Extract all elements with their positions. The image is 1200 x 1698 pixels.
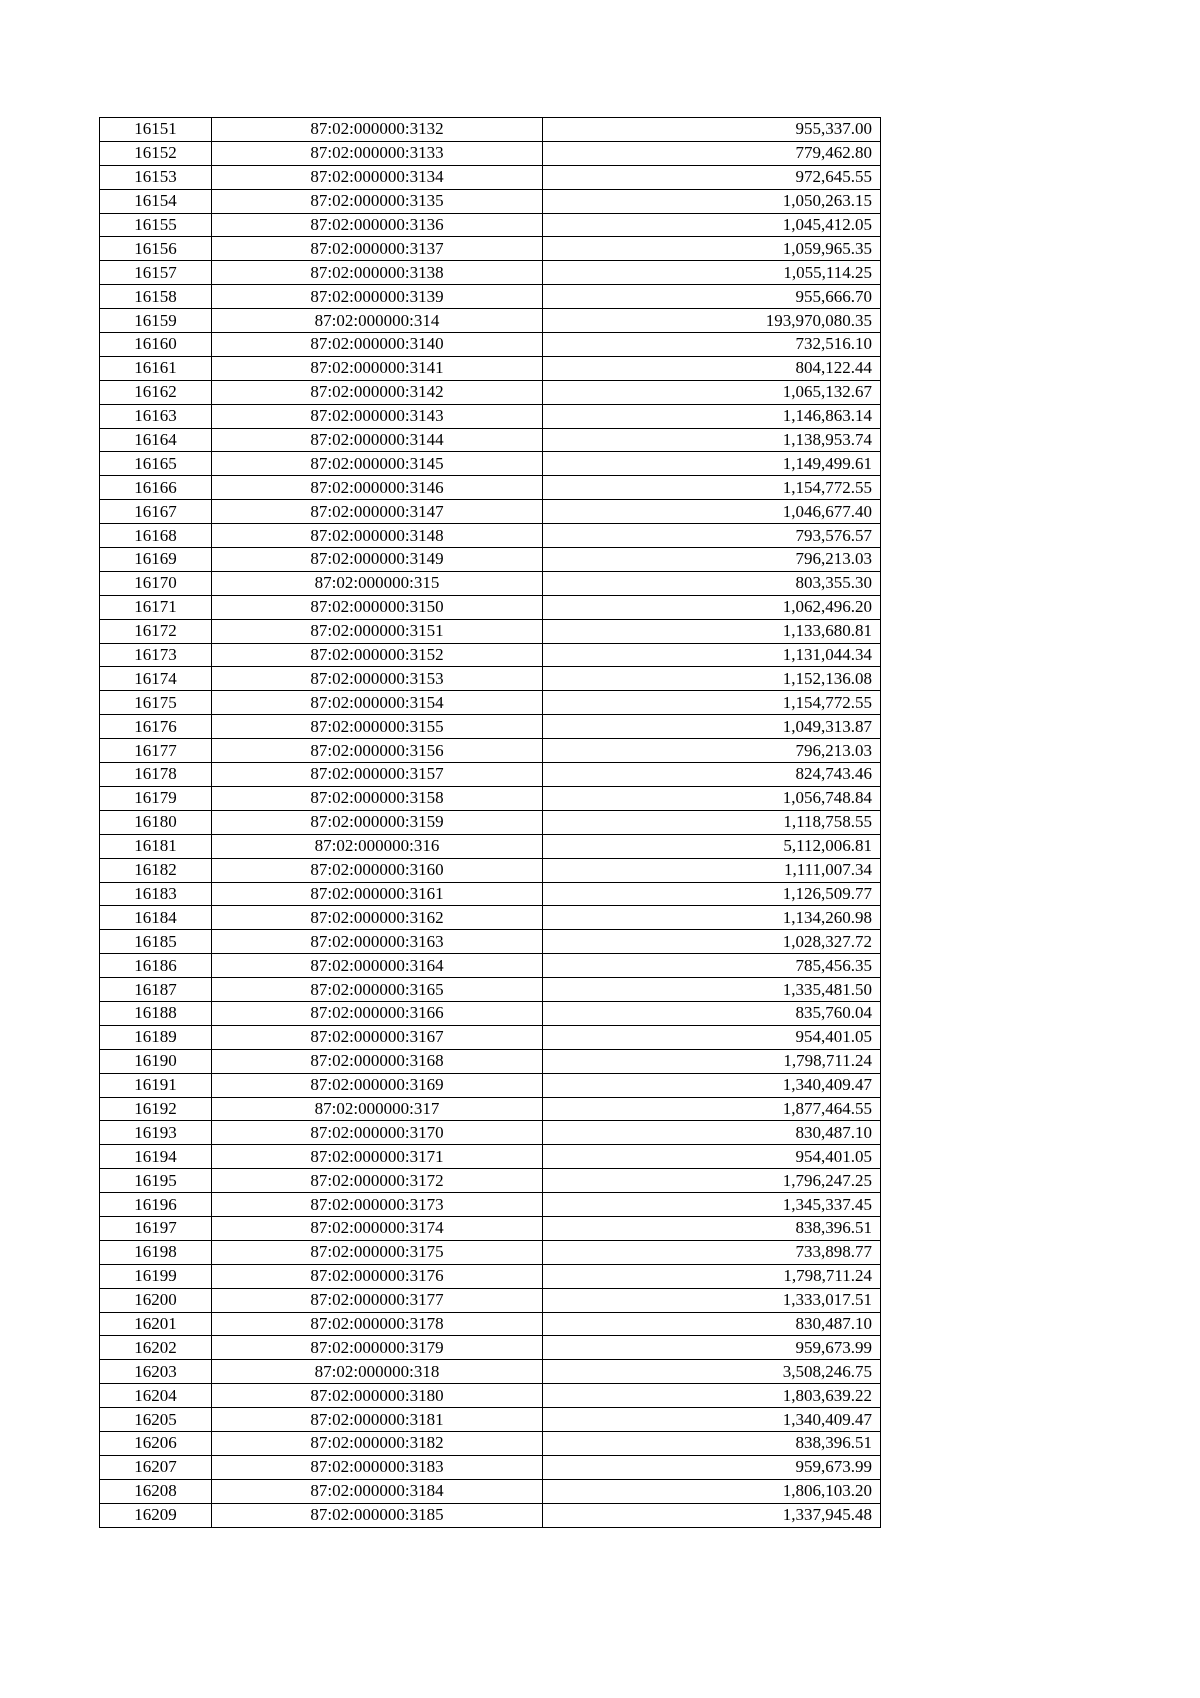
row-number-cell: 16161 <box>100 356 212 380</box>
table-row <box>100 1360 881 1384</box>
cadastral-number-cell: 87:02:000000:3155 <box>212 715 543 739</box>
cadastral-number-cell: 87:02:000000:3182 <box>212 1431 543 1455</box>
row-number-cell: 16164 <box>100 428 212 452</box>
value-cell: 1,340,409.47 <box>543 1073 881 1097</box>
value-cell: 1,055,114.25 <box>543 261 881 285</box>
value-cell: 1,131,044.34 <box>543 643 881 667</box>
row-number-cell: 16180 <box>100 810 212 834</box>
table-row <box>100 667 881 691</box>
table-row <box>100 858 881 882</box>
cadastral-number-cell: 87:02:000000:318 <box>212 1360 543 1384</box>
table-row <box>100 213 881 237</box>
cadastral-number-cell: 87:02:000000:3170 <box>212 1121 543 1145</box>
cadastral-number-cell: 87:02:000000:3167 <box>212 1025 543 1049</box>
cadastral-number-cell: 87:02:000000:3159 <box>212 810 543 834</box>
value-cell: 1,146,863.14 <box>543 404 881 428</box>
cadastral-number-cell: 87:02:000000:3133 <box>212 141 543 165</box>
table-row <box>100 1145 881 1169</box>
row-number-cell: 16174 <box>100 667 212 691</box>
table-row <box>100 619 881 643</box>
value-cell: 1,333,017.51 <box>543 1288 881 1312</box>
table-row <box>100 834 881 858</box>
row-number-cell: 16197 <box>100 1216 212 1240</box>
cadastral-number-cell: 87:02:000000:3178 <box>212 1312 543 1336</box>
cadastral-number-cell: 87:02:000000:3144 <box>212 428 543 452</box>
row-number-cell: 16205 <box>100 1408 212 1432</box>
table-row <box>100 1312 881 1336</box>
row-number-cell: 16202 <box>100 1336 212 1360</box>
table-row <box>100 261 881 285</box>
table-row <box>100 906 881 930</box>
row-number-cell: 16199 <box>100 1264 212 1288</box>
value-cell: 824,743.46 <box>543 763 881 787</box>
row-number-cell: 16189 <box>100 1025 212 1049</box>
table-row <box>100 595 881 619</box>
value-cell: 830,487.10 <box>543 1312 881 1336</box>
value-cell: 3,508,246.75 <box>543 1360 881 1384</box>
cadastral-number-cell: 87:02:000000:315 <box>212 571 543 595</box>
value-cell: 959,673.99 <box>543 1455 881 1479</box>
row-number-cell: 16168 <box>100 524 212 548</box>
value-cell: 1,134,260.98 <box>543 906 881 930</box>
table-row <box>100 1240 881 1264</box>
row-number-cell: 16198 <box>100 1240 212 1264</box>
value-cell: 830,487.10 <box>543 1121 881 1145</box>
cadastral-number-cell: 87:02:000000:3139 <box>212 285 543 309</box>
cadastral-number-cell: 87:02:000000:3153 <box>212 667 543 691</box>
row-number-cell: 16162 <box>100 380 212 404</box>
table-row <box>100 739 881 763</box>
row-number-cell: 16152 <box>100 141 212 165</box>
row-number-cell: 16167 <box>100 500 212 524</box>
row-number-cell: 16178 <box>100 763 212 787</box>
cadastral-number-cell: 87:02:000000:3180 <box>212 1384 543 1408</box>
value-cell: 1,111,007.34 <box>543 858 881 882</box>
value-cell: 779,462.80 <box>543 141 881 165</box>
table-row <box>100 571 881 595</box>
value-cell: 1,154,772.55 <box>543 691 881 715</box>
cadastral-number-cell: 87:02:000000:3176 <box>212 1264 543 1288</box>
table-row <box>100 1025 881 1049</box>
row-number-cell: 16201 <box>100 1312 212 1336</box>
row-number-cell: 16208 <box>100 1479 212 1503</box>
cadastral-number-cell: 87:02:000000:3158 <box>212 786 543 810</box>
table-row <box>100 643 881 667</box>
value-cell: 5,112,006.81 <box>543 834 881 858</box>
cadastral-number-cell: 87:02:000000:3168 <box>212 1049 543 1073</box>
row-number-cell: 16204 <box>100 1384 212 1408</box>
value-cell: 1,133,680.81 <box>543 619 881 643</box>
value-cell: 193,970,080.35 <box>543 309 881 333</box>
cadastral-number-cell: 87:02:000000:3164 <box>212 954 543 978</box>
row-number-cell: 16194 <box>100 1145 212 1169</box>
cadastral-number-cell: 87:02:000000:3177 <box>212 1288 543 1312</box>
row-number-cell: 16153 <box>100 165 212 189</box>
value-cell: 1,049,313.87 <box>543 715 881 739</box>
row-number-cell: 16193 <box>100 1121 212 1145</box>
table-row <box>100 930 881 954</box>
row-number-cell: 16156 <box>100 237 212 261</box>
table-row <box>100 524 881 548</box>
value-cell: 1,798,711.24 <box>543 1264 881 1288</box>
cadastral-number-cell: 87:02:000000:3149 <box>212 548 543 572</box>
table-row <box>100 1169 881 1193</box>
table-body <box>100 118 881 1528</box>
row-number-cell: 16182 <box>100 858 212 882</box>
row-number-cell: 16166 <box>100 476 212 500</box>
cadastral-number-cell: 87:02:000000:3134 <box>212 165 543 189</box>
cadastral-number-cell: 87:02:000000:3185 <box>212 1503 543 1527</box>
value-cell: 1,059,965.35 <box>543 237 881 261</box>
table-row <box>100 1503 881 1527</box>
row-number-cell: 16183 <box>100 882 212 906</box>
value-cell: 732,516.10 <box>543 333 881 357</box>
value-cell: 1,028,327.72 <box>543 930 881 954</box>
row-number-cell: 16181 <box>100 834 212 858</box>
table-row <box>100 954 881 978</box>
table-row <box>100 1264 881 1288</box>
value-cell: 1,062,496.20 <box>543 595 881 619</box>
table-row <box>100 1288 881 1312</box>
cadastral-number-cell: 87:02:000000:3166 <box>212 1001 543 1025</box>
value-cell: 733,898.77 <box>543 1240 881 1264</box>
row-number-cell: 16160 <box>100 333 212 357</box>
value-cell: 804,122.44 <box>543 356 881 380</box>
cadastral-number-cell: 87:02:000000:3175 <box>212 1240 543 1264</box>
row-number-cell: 16155 <box>100 213 212 237</box>
value-cell: 1,798,711.24 <box>543 1049 881 1073</box>
value-cell: 1,045,412.05 <box>543 213 881 237</box>
table-row <box>100 1408 881 1432</box>
table-row <box>100 715 881 739</box>
value-cell: 1,138,953.74 <box>543 428 881 452</box>
row-number-cell: 16185 <box>100 930 212 954</box>
row-number-cell: 16190 <box>100 1049 212 1073</box>
row-number-cell: 16158 <box>100 285 212 309</box>
table-row <box>100 1193 881 1217</box>
cadastral-number-cell: 87:02:000000:3156 <box>212 739 543 763</box>
table-row <box>100 476 881 500</box>
table-row <box>100 1049 881 1073</box>
cadastral-number-cell: 87:02:000000:3148 <box>212 524 543 548</box>
cadastral-number-cell: 87:02:000000:3174 <box>212 1216 543 1240</box>
cadastral-number-cell: 87:02:000000:3171 <box>212 1145 543 1169</box>
value-cell: 838,396.51 <box>543 1431 881 1455</box>
row-number-cell: 16165 <box>100 452 212 476</box>
value-cell: 1,050,263.15 <box>543 189 881 213</box>
row-number-cell: 16172 <box>100 619 212 643</box>
cadastral-number-cell: 87:02:000000:3145 <box>212 452 543 476</box>
value-cell: 959,673.99 <box>543 1336 881 1360</box>
value-cell: 954,401.05 <box>543 1145 881 1169</box>
table-row <box>100 333 881 357</box>
row-number-cell: 16187 <box>100 978 212 1002</box>
value-cell: 1,345,337.45 <box>543 1193 881 1217</box>
table-row <box>100 1121 881 1145</box>
table-row <box>100 356 881 380</box>
cadastral-number-cell: 87:02:000000:314 <box>212 309 543 333</box>
cadastral-number-cell: 87:02:000000:3151 <box>212 619 543 643</box>
table-row <box>100 882 881 906</box>
value-cell: 1,056,748.84 <box>543 786 881 810</box>
table-row <box>100 285 881 309</box>
cadastral-number-cell: 87:02:000000:3143 <box>212 404 543 428</box>
table-row <box>100 500 881 524</box>
cadastral-value-table <box>99 117 881 1528</box>
cadastral-number-cell: 87:02:000000:3163 <box>212 930 543 954</box>
table-row <box>100 189 881 213</box>
cadastral-number-cell: 87:02:000000:3147 <box>212 500 543 524</box>
row-number-cell: 16186 <box>100 954 212 978</box>
value-cell: 1,877,464.55 <box>543 1097 881 1121</box>
table-row <box>100 1455 881 1479</box>
value-cell: 1,803,639.22 <box>543 1384 881 1408</box>
row-number-cell: 16163 <box>100 404 212 428</box>
value-cell: 803,355.30 <box>543 571 881 595</box>
table-row <box>100 452 881 476</box>
row-number-cell: 16209 <box>100 1503 212 1527</box>
table-row <box>100 237 881 261</box>
value-cell: 835,760.04 <box>543 1001 881 1025</box>
value-cell: 1,796,247.25 <box>543 1169 881 1193</box>
table-row <box>100 165 881 189</box>
cadastral-number-cell: 87:02:000000:3172 <box>212 1169 543 1193</box>
cadastral-number-cell: 87:02:000000:3157 <box>212 763 543 787</box>
cadastral-number-cell: 87:02:000000:3136 <box>212 213 543 237</box>
cadastral-number-cell: 87:02:000000:3154 <box>212 691 543 715</box>
value-cell: 793,576.57 <box>543 524 881 548</box>
cadastral-number-cell: 87:02:000000:3137 <box>212 237 543 261</box>
cadastral-number-cell: 87:02:000000:3183 <box>212 1455 543 1479</box>
cadastral-number-cell: 87:02:000000:3184 <box>212 1479 543 1503</box>
table-row <box>100 404 881 428</box>
cadastral-number-cell: 87:02:000000:3165 <box>212 978 543 1002</box>
row-number-cell: 16196 <box>100 1193 212 1217</box>
row-number-cell: 16179 <box>100 786 212 810</box>
value-cell: 838,396.51 <box>543 1216 881 1240</box>
value-cell: 796,213.03 <box>543 739 881 763</box>
row-number-cell: 16200 <box>100 1288 212 1312</box>
row-number-cell: 16175 <box>100 691 212 715</box>
value-cell: 1,152,136.08 <box>543 667 881 691</box>
table-row <box>100 1384 881 1408</box>
table-row <box>100 1097 881 1121</box>
cadastral-number-cell: 87:02:000000:316 <box>212 834 543 858</box>
value-cell: 1,126,509.77 <box>543 882 881 906</box>
value-cell: 955,666.70 <box>543 285 881 309</box>
row-number-cell: 16159 <box>100 309 212 333</box>
table-row <box>100 1479 881 1503</box>
value-cell: 1,337,945.48 <box>543 1503 881 1527</box>
table-row <box>100 380 881 404</box>
row-number-cell: 16171 <box>100 595 212 619</box>
value-cell: 796,213.03 <box>543 548 881 572</box>
table-row <box>100 691 881 715</box>
cadastral-number-cell: 87:02:000000:3135 <box>212 189 543 213</box>
cadastral-number-cell: 87:02:000000:3161 <box>212 882 543 906</box>
row-number-cell: 16184 <box>100 906 212 930</box>
cadastral-number-cell: 87:02:000000:3146 <box>212 476 543 500</box>
value-cell: 785,456.35 <box>543 954 881 978</box>
row-number-cell: 16157 <box>100 261 212 285</box>
row-number-cell: 16206 <box>100 1431 212 1455</box>
cadastral-number-cell: 87:02:000000:3173 <box>212 1193 543 1217</box>
row-number-cell: 16170 <box>100 571 212 595</box>
table-row <box>100 548 881 572</box>
value-cell: 1,806,103.20 <box>543 1479 881 1503</box>
cadastral-number-cell: 87:02:000000:3138 <box>212 261 543 285</box>
cadastral-number-cell: 87:02:000000:3160 <box>212 858 543 882</box>
value-cell: 1,154,772.55 <box>543 476 881 500</box>
value-cell: 1,340,409.47 <box>543 1408 881 1432</box>
value-cell: 1,149,499.61 <box>543 452 881 476</box>
row-number-cell: 16195 <box>100 1169 212 1193</box>
table-row <box>100 118 881 142</box>
table-row <box>100 786 881 810</box>
cadastral-number-cell: 87:02:000000:3150 <box>212 595 543 619</box>
value-cell: 954,401.05 <box>543 1025 881 1049</box>
cadastral-number-cell: 87:02:000000:317 <box>212 1097 543 1121</box>
table-row <box>100 810 881 834</box>
value-cell: 955,337.00 <box>543 118 881 142</box>
row-number-cell: 16173 <box>100 643 212 667</box>
cadastral-number-cell: 87:02:000000:3162 <box>212 906 543 930</box>
value-cell: 1,046,677.40 <box>543 500 881 524</box>
cadastral-number-cell: 87:02:000000:3152 <box>212 643 543 667</box>
cadastral-number-cell: 87:02:000000:3132 <box>212 118 543 142</box>
table-row <box>100 1073 881 1097</box>
row-number-cell: 16203 <box>100 1360 212 1384</box>
value-cell: 1,335,481.50 <box>543 978 881 1002</box>
row-number-cell: 16207 <box>100 1455 212 1479</box>
row-number-cell: 16177 <box>100 739 212 763</box>
value-cell: 972,645.55 <box>543 165 881 189</box>
table-row <box>100 1336 881 1360</box>
table-row <box>100 1001 881 1025</box>
cadastral-number-cell: 87:02:000000:3141 <box>212 356 543 380</box>
table-row <box>100 141 881 165</box>
row-number-cell: 16176 <box>100 715 212 739</box>
cadastral-number-cell: 87:02:000000:3179 <box>212 1336 543 1360</box>
row-number-cell: 16188 <box>100 1001 212 1025</box>
table-row <box>100 978 881 1002</box>
table-row <box>100 1431 881 1455</box>
row-number-cell: 16151 <box>100 118 212 142</box>
row-number-cell: 16154 <box>100 189 212 213</box>
cadastral-number-cell: 87:02:000000:3142 <box>212 380 543 404</box>
table-row <box>100 309 881 333</box>
cadastral-number-cell: 87:02:000000:3140 <box>212 333 543 357</box>
table-row <box>100 1216 881 1240</box>
table-row <box>100 763 881 787</box>
cadastral-number-cell: 87:02:000000:3181 <box>212 1408 543 1432</box>
cadastral-number-cell: 87:02:000000:3169 <box>212 1073 543 1097</box>
table-row <box>100 428 881 452</box>
value-cell: 1,065,132.67 <box>543 380 881 404</box>
row-number-cell: 16169 <box>100 548 212 572</box>
row-number-cell: 16191 <box>100 1073 212 1097</box>
value-cell: 1,118,758.55 <box>543 810 881 834</box>
row-number-cell: 16192 <box>100 1097 212 1121</box>
